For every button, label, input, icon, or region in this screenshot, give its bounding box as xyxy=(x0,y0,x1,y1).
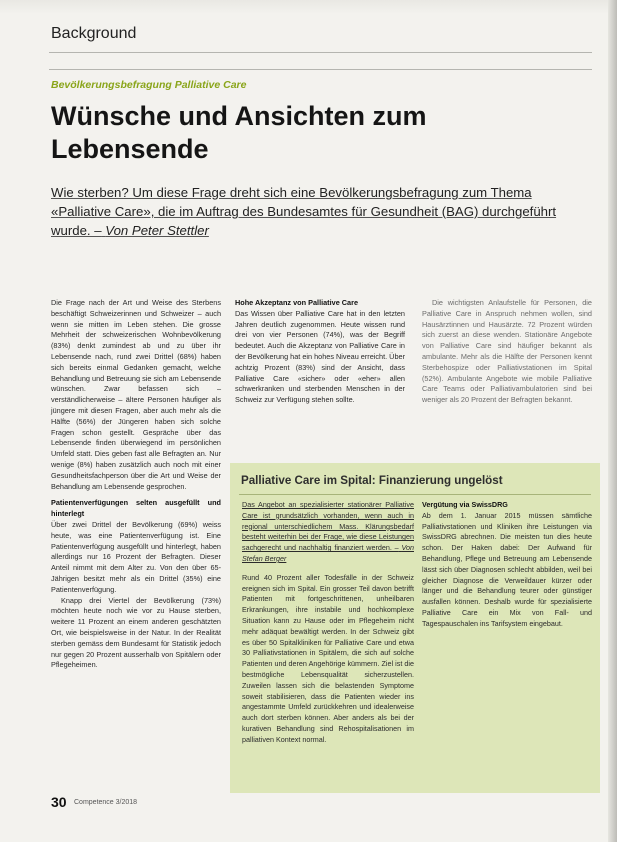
box-column-1 xyxy=(242,500,414,746)
lead-author: Von Peter Stettler xyxy=(105,223,209,238)
box-intro xyxy=(242,500,414,565)
box-intro-author: Von Stefan Berger xyxy=(242,543,414,563)
col1-paragraph-1: Die Frage nach der Art und Weise des Sterbens beschäftigt Schweizerinnen und Schweizer – auch wenn sie mitten im Leben stehen. Die grosse Mehrheit der schweizerischen Wohnbevölkerung (83%) denkt zumindest ab und zu über ihr Lebensende nach, rund zwei Drittel (68%) haben sich bereits einmal Gedanken gemacht, welche Behandlung und Betreuung sie sich am Lebensende wünschen. Zwar befassen sich – verständlicherweise – ältere Personen häufiger als jüngere mit diesen Fragen, aber auch mehr als die Hälfte (56%) der Jüngeren haben sich solche Fragen schon gestellt. Gespräche über das Lebensende finden überwiegend im persönlichen Umfeld statt. Dies geben fast alle Befragten an. Nur wenige (8%) haben zusätzlich auch noch mit einer Gesundheitsfachperson über die Art und Weise der Behandlung am Lebensende gesprochen. xyxy=(51,298,221,491)
article-lead xyxy=(51,183,591,240)
body-column-2 xyxy=(235,298,405,406)
page-edge-shadow xyxy=(608,0,617,842)
box-column-2 xyxy=(422,500,592,630)
article-kicker: Bevölkerungsbefragung Palliative Care xyxy=(51,79,247,91)
header-rule xyxy=(49,52,592,53)
page-number: 30 xyxy=(51,794,67,810)
box-intro-text: Das Angebot an spezialisierter stationärer Palliative Care ist grundsätzlich vorhanden, wenn auch in regional unterschiedlichem Mass. Klärungsbedarf besteht weiterhin bei der Frage, wie diese Leistungen sachgerecht und nachhaltig finanziert werden. – xyxy=(242,500,414,553)
col2-subhead: Hohe Akzeptanz von Palliative Care xyxy=(235,298,359,307)
box-paragraph-2: Ab dem 1. Januar 2015 müssen sämtliche Palliativstationen und Kliniken ihre Leistungen via SwissDRG abrechnen. Die meisten tun dies heute schon. Der Haken dabei: Der Aufwand für Behandlung, Pflege und Betreuung am Lebensende lässt sich über Diagnosen schlecht abbilden, weil bei gleicher Diagnose die Verweildauer kürzer oder länger und die Behandlung teurer oder günstiger ausfallen können. Deshalb wurde für spezialisierte Palliative Care ein Mix von Fall- und Tagespauschalen ins Tarifsystem eingebaut. xyxy=(422,510,592,628)
page-top-shadow xyxy=(0,0,617,14)
lead-text: Wie sterben? Um diese Frage dreht sich eine Bevölkerungsbefragung zum Thema «Palliative Care», die im Auftrag des Bundesamtes für Gesundheit (BAG) durchgeführt wurde. – xyxy=(51,185,557,238)
body-column-1 xyxy=(51,298,221,671)
sidebar-box xyxy=(230,463,600,793)
box-paragraph-1: Rund 40 Prozent aller Todesfälle in der Schweiz ereignen sich im Spital. Ein grosser Teil davon betrifft Patienten mit fortgeschrittenen, unheilbaren Erkrankungen, ihre instabile und hochkomplexe Situation kann zu Hause oder im Pflegeheim nicht mehr adäquat bewältigt werden. In der Schweiz gibt es über 50 Spitalkliniken für Palliative Care und etwa 30 Palliativstationen in Spitälern, die sich auf solche Patienten und deren Angehörige kümmern. Ziel ist die bestmögliche Lebensqualität sicherzustellen. Zuweilen lassen sich die belastenden Symptome soweit stabilisieren, dass die Patienten wieder ins angestammte Umfeld zurückkehren und idealerweise auch dort sterben können. Aber anders als bei der kurativen Behandlung sind Rehospitalisationen im palliativen Kontext normal. xyxy=(242,572,414,744)
box-rule xyxy=(239,494,591,495)
article-title: Wünsche und Ansichten zum Lebensende xyxy=(51,101,427,164)
col2-paragraph-1: Das Wissen über Palliative Care hat in den letzten Jahren deutlich zugenommen. Heute wissen rund drei von vier Personen (74%), was der Begriff bedeutet. Auch die Akzeptanz von Palliative Care in der Bevölkerung hat ein hohes Niveau erreicht. Über achtzig Prozent (83%) sind der Ansicht, dass Palliative Care «sicher» oder «eher» allen schwerkranken und sterbenden Menschen in der Schweiz zur Verfügung stehen sollte. xyxy=(235,308,405,405)
col1-subhead: Patientenverfügungen selten ausgefüllt und hinterlegt xyxy=(51,498,221,519)
col3-paragraph-1: Die wichtigsten Anlaufstelle für Personen, die Palliative Care in Anspruch nehmen wollen, sind Hausärztinnen und Hausärzte. 72 Prozent würden sich zuerst an diese wenden. Stationäre Angebote von Palliative Care sind häufiger bekannt als ambulante. Mehr als die Hälfte der Personen kennt Sterbehospize oder Palliativstationen im Spital (52%). Ambulante Angebote wie mobile Palliative Care Teams oder Palliativambulatorien sind bei weniger als 20 Prozent der Befragten bekannt. xyxy=(422,298,592,405)
col1-paragraph-3: Knapp drei Viertel der Bevölkerung (73%) möchten heute noch wie vor zu Hause sterben, weitere 11 Prozent an einem anderen geschätzten Ort, wie beispielsweise in der Natur. In der Realität sterben gemäss dem Bundesamt für Statistik jedoch nur gegen 20 Prozent ausserhalb von Spitälern oder Pflegeheimen. xyxy=(51,595,221,670)
body-column-3 xyxy=(422,298,592,406)
box-title: Palliative Care im Spital: Finanzierung ungelöst xyxy=(241,474,503,487)
section-label: Background xyxy=(51,25,137,42)
kicker-rule xyxy=(49,69,592,70)
box-subhead: Vergütung via SwissDRG xyxy=(422,500,508,509)
col1-paragraph-2: Über zwei Drittel der Bevölkerung (69%) weiss heute, was eine Patientenverfügung ist. Eine Patientenverfügung ausgefüllt und hinterlegt, haben allerdings nur 16 Prozent der Befragten. Dieser Anteil nimmt mit dem Alter zu. Von den über 65-Jährigen besitzt mehr als ein Drittel (35%) eine Patientenverfügung. xyxy=(51,519,221,594)
footer-source: Competence 3/2018 xyxy=(74,799,138,806)
